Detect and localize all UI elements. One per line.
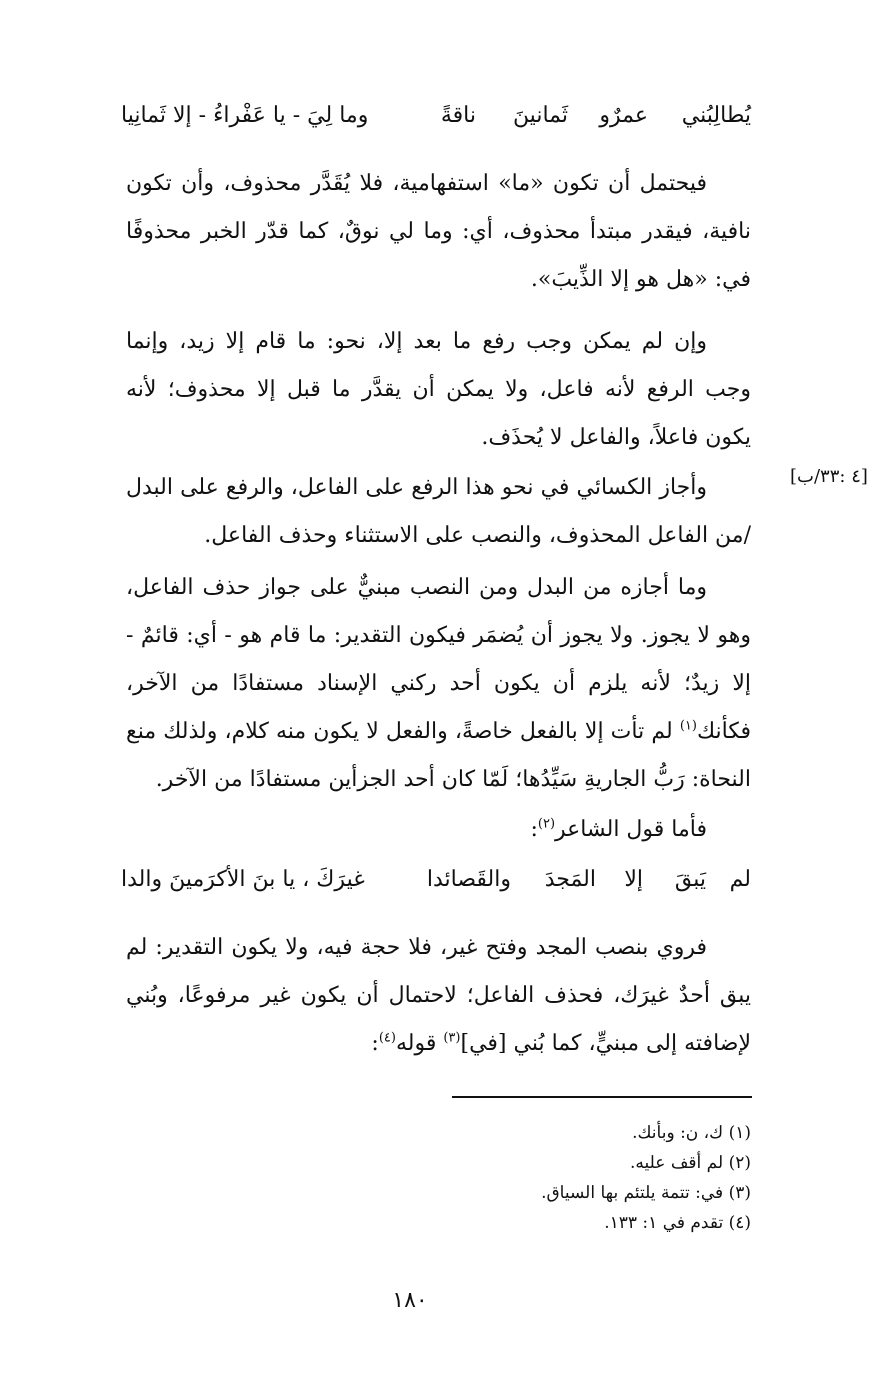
footnotes-list (351, 1118, 751, 1238)
verse-2-part-6: غيرَكَ ، يا بنَ الأكرَمينَ والدا (121, 867, 365, 892)
verse-2-part-3: إلا (624, 867, 643, 892)
verse-2-part-4: المَجدَ (544, 867, 596, 892)
footnote-2: (٢) لم أقف عليه. (630, 1153, 751, 1173)
paragraph-3: وأجاز الكسائي في نحو هذا الرفع على الفاعل، والرفع على البدل /من الفاعل المحذوف، والنصب على الاستثناء وحذف الفاعل. (126, 475, 751, 548)
footnote-marker-4[interactable]: (٤) (378, 1030, 396, 1046)
footnote-3: (٣) في: تتمة يلتئم بها السياق. (541, 1183, 751, 1203)
footnote-marker-3[interactable]: (٣) (443, 1030, 461, 1046)
verse-1-part-5: وما لِيَ - يا عَفْراءُ - إلا ثَمانِيا (121, 103, 369, 128)
verse-2-part-1: لم (729, 867, 751, 892)
page-number: ١٨٠ (392, 1288, 428, 1313)
paragraph-5: فأما قول الشاعر$^{(٢)}$: (530, 816, 707, 842)
manuscript-folio-reference: [٤ :٣٣/ب] (790, 466, 868, 487)
paragraph-6: فروي بنصب المجد وفتح غير، فلا حجة فيه، ولا يكون التقدير: لم يبق أحدٌ غيرَك، فحذف الفاعل؛ لاحتمال أن يكون غير مرفوعًا، وبُني لإضافته إلى مبنيٍّ، كما بُني [في]$^{(٣)}$ قوله$^{(٤)}$: (126, 935, 751, 1056)
footnote-marker-1[interactable]: (١) (679, 718, 697, 734)
footnote-separator-rule (452, 1096, 752, 1098)
verse-1-part-4: ناقةً (440, 103, 476, 128)
verse-2-part-2: يَبقَ (674, 867, 706, 892)
verse-line-1 (121, 92, 751, 140)
verse-1-part-1: يُطالِبُني (681, 103, 751, 128)
paragraph-1: فيحتمل أن تكون «ما» استفهامية، فلا يُقَدَّر محذوف، وأن تكون نافية، فيقدر مبتدأ محذوف، أي: وما لي نوقٌ، كما قدّر الخبر محذوفًا في: «هل هو إلا الذِّيبَ». (126, 171, 751, 292)
paragraph-2: وإن لم يمكن وجب رفع ما بعد إلا، نحو: ما قام إلا زيد، وإنما وجب الرفع لأنه فاعل، ولا يمكن أن يقدَّر ما قبل إلا محذوف؛ لأنه يكون فاعلاً، والفاعل لا يُحذَف. (126, 329, 751, 450)
verse-1-part-3: ثَمانينَ (512, 103, 568, 128)
paragraph-4: وما أجازه من البدل ومن النصب مبنيٌّ على جواز حذف الفاعل، وهو لا يجوز. ولا يجوز أن يُضمَر فيكون التقدير: ما قام هو - أي: قائمٌ - إلا زيدٌ؛ لأنه يلزم أن يكون أحد ركني الإسناد مستفادًا من الآخر، فكأنك$^{(١)}$ لم تأت إلا بالفعل خاصةً، والفعل لا يكون منه كلام، ولذلك منع النحاة: رَبُّ الجاريةِ سَيِّدُها؛ لَمّا كان أحد الجزأين مستفادًا من الآخر. (126, 575, 751, 792)
footnote-1: (١) ك، ن: وبأنك. (632, 1123, 751, 1143)
verse-2-part-5: والقَصائدا (426, 867, 511, 892)
verse-line-2 (121, 856, 751, 904)
footnote-4: (٤) تقدم في ١: ١٣٣. (604, 1213, 751, 1233)
footnote-marker-2[interactable]: (٢) (537, 816, 556, 832)
verse-1-part-2: عمرٌو (599, 103, 648, 128)
